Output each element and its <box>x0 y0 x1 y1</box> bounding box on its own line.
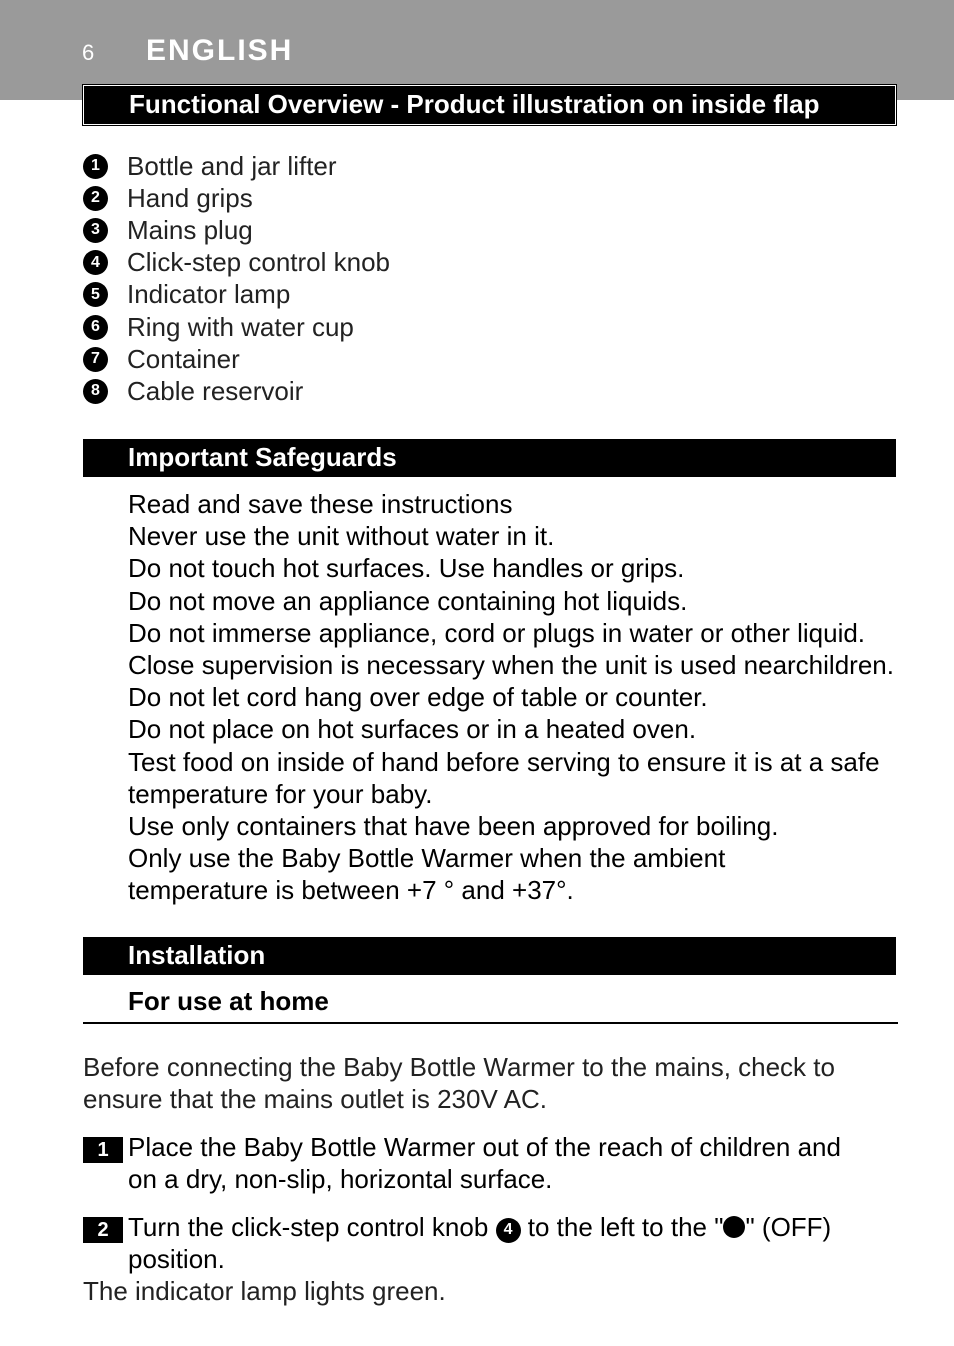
divider <box>83 1022 898 1024</box>
safeguards-list <box>128 488 908 907</box>
number-badge-icon: 6 <box>83 315 108 340</box>
list-item: Do not place on hot surfaces or in a heated oven. <box>128 714 697 745</box>
list-item: Only use the Baby Bottle Warmer when the ambient <box>128 843 726 874</box>
intro-paragraph <box>83 1051 835 1115</box>
number-badge-icon: 3 <box>83 218 108 243</box>
step-text <box>128 1211 831 1275</box>
step-number-badge: 2 <box>83 1217 123 1243</box>
list-item <box>83 214 390 246</box>
intro-line: ensure that the mains outlet is 230V AC. <box>83 1084 547 1114</box>
list-item <box>83 343 390 375</box>
language-heading: ENGLISH <box>146 34 294 67</box>
part-label: Bottle and jar lifter <box>127 150 337 181</box>
installation-title: Installation <box>128 940 266 970</box>
step-text-part: to the left to the " <box>520 1212 724 1242</box>
note-text: The indicator lamp lights green. <box>83 1276 446 1306</box>
number-badge-icon: 1 <box>83 154 108 179</box>
list-item: Read and save these instructions <box>128 489 513 519</box>
page-number: 6 <box>82 40 95 65</box>
part-label: Mains plug <box>127 214 253 245</box>
part-label: Container <box>127 343 240 374</box>
list-item <box>83 150 390 182</box>
list-item: Do not move an appliance containing hot liquids. <box>128 585 688 616</box>
parts-list <box>83 150 390 408</box>
number-badge-icon: 8 <box>83 379 108 404</box>
list-item: Do not touch hot surfaces. Use handles or grips. <box>128 553 685 584</box>
step-text-part: Turn the click-step control knob <box>128 1212 496 1242</box>
list-item <box>83 311 390 343</box>
intro-line: Before connecting the Baby Bottle Warmer to the mains, check to <box>83 1052 835 1082</box>
list-item: temperature is between +7 ° and +37°. <box>128 875 574 906</box>
list-item <box>83 247 390 279</box>
number-badge-icon: 4 <box>83 250 108 275</box>
installation-title-bar <box>83 937 896 975</box>
subheading: For use at home <box>128 986 329 1016</box>
list-item: Do not let cord hang over edge of table or counter. <box>128 682 708 713</box>
step-line: position. <box>128 1244 225 1274</box>
part-label: Indicator lamp <box>127 279 291 310</box>
number-badge-icon: 2 <box>83 186 108 211</box>
part-label: Click-step control knob <box>127 247 390 278</box>
list-item: Close supervision is necessary when the unit is used nearchildren. <box>128 650 894 681</box>
step-line: Place the Baby Bottle Warmer out of the reach of children and <box>128 1132 841 1162</box>
list-item: temperature for your baby. <box>128 778 433 809</box>
step-number-badge: 1 <box>83 1137 123 1163</box>
step-line: on a dry, non-slip, horizontal surface. <box>128 1164 553 1194</box>
list-item: Use only containers that have been approved for boiling. <box>128 811 779 842</box>
safeguards-title: Important Safeguards <box>128 442 397 472</box>
list-item <box>83 182 390 214</box>
number-badge-icon: 7 <box>83 347 108 372</box>
list-item: Do not immerse appliance, cord or plugs in water or other liquid. <box>128 617 866 648</box>
safeguards-title-bar <box>83 439 896 477</box>
step-line <box>128 1211 831 1243</box>
part-label: Cable reservoir <box>127 375 304 406</box>
list-item <box>83 279 390 311</box>
step-text-part: " (OFF) <box>745 1212 832 1242</box>
part-label: Hand grips <box>127 182 253 213</box>
overview-title-bar <box>83 85 896 125</box>
list-item: Test food on inside of hand before serving to ensure it is at a safe <box>128 746 880 777</box>
number-badge-icon: 4 <box>496 1218 521 1243</box>
off-dot-icon <box>723 1216 745 1238</box>
step-text <box>128 1131 841 1195</box>
overview-title: Functional Overview - Product illustration on inside flap <box>129 89 820 119</box>
list-item <box>83 375 390 407</box>
number-badge-icon: 5 <box>83 282 108 307</box>
list-item: Never use the unit without water in it. <box>128 521 555 552</box>
part-label: Ring with water cup <box>127 311 354 342</box>
